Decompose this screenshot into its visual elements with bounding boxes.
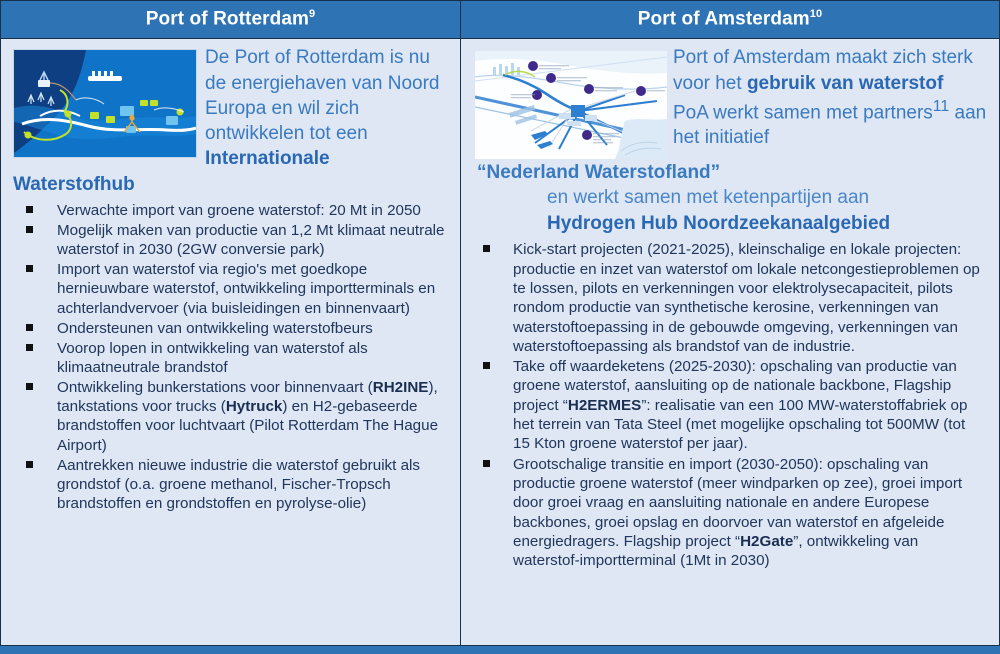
bullet-text: ”, ontwikkeling van waterstof-importterminal (1Mt in 2030) bbox=[513, 532, 919, 570]
header-cell-amsterdam bbox=[461, 0, 1000, 39]
bullet-text: Take off waardeketens (2025-2030): opschaling van productie van groene waterstof, aansluiting op de nationale backbone, Flagship project “ bbox=[513, 358, 957, 414]
amsterdam-initiative-quote: “Nederland Waterstofland” bbox=[477, 162, 721, 184]
bullet-text: ) en H2-gebaseerde brandstoffen voor luchtvaart (Pilot Rotterdam The Hague Airport) bbox=[57, 398, 439, 454]
header-title-amsterdam: Port of Amsterdam bbox=[637, 8, 810, 30]
list-item bbox=[469, 240, 985, 356]
amsterdam-map-art bbox=[475, 51, 667, 159]
bullet-text: Verwachte import van groene waterstof: 20 Mt in 2050 bbox=[57, 201, 421, 219]
amsterdam-intro-bold: gebruik van waterstof bbox=[746, 72, 944, 94]
list-item bbox=[15, 319, 450, 338]
amsterdam-intro-line2-tail: aan het initiatief bbox=[673, 102, 987, 149]
rotterdam-hydrogen-infographic bbox=[13, 49, 197, 158]
list-item bbox=[15, 201, 450, 220]
amsterdam-intro-plain: Port of Amsterdam maakt zich sterk voor het bbox=[673, 47, 973, 94]
bullet-text: Aantrekken nieuwe industrie die waterstof gebruikt als grondstof (o.a. groene methanol, Fischer-Tropsch brandstoffen en grondstoffen en pyrolyse-olie) bbox=[57, 456, 421, 513]
header-title-rotterdam: Port of Rotterdam bbox=[145, 8, 309, 30]
emphasis-text: Hytruck bbox=[225, 398, 283, 416]
body-cell-rotterdam bbox=[0, 39, 461, 654]
header-footnote-amsterdam: 10 bbox=[809, 8, 823, 20]
rotterdam-infographic-art bbox=[14, 50, 196, 157]
bullet-text: Ondersteunen van ontwikkeling waterstofbeurs bbox=[57, 319, 373, 337]
amsterdam-hydrogen-hub-label: Hydrogen Hub Noordzeekanaalgebied bbox=[547, 212, 891, 234]
amsterdam-intro-block bbox=[461, 39, 999, 236]
table-header-row bbox=[0, 0, 1000, 39]
bullet-text: Kick-start projecten (2021-2025), kleinschalige en lokale projecten: productie en inzet van waterstof om lokale netcongestieproblemen op te lossen, pilots en verkenningen voor elektrolysecapaciteit, pilots rondom productie van synthetische kerosine, verkenningen van waterstoftoepassing in de gebouwde omgeving, verkenningen van waterstoftoepassing als brandstof van de industrie. bbox=[513, 241, 980, 355]
rotterdam-intro-plain: De Port of Rotterdam is nu de energiehaven van Noord Europa en wil zich ontwikkelen tot een bbox=[205, 47, 440, 145]
amsterdam-intro-line2: PoA werkt samen met partners bbox=[673, 102, 933, 124]
amsterdam-hydrogen-map bbox=[475, 51, 667, 159]
bullet-text: Mogelijk maken van productie van 1,2 Mt klimaat neutrale waterstof in 2030 (2GW conversie park) bbox=[57, 222, 445, 259]
bottom-accent-bar bbox=[0, 645, 1000, 654]
list-item bbox=[469, 357, 985, 453]
rotterdam-intro-block bbox=[1, 39, 460, 197]
amsterdam-intro-footnote: 11 bbox=[932, 97, 950, 115]
list-item bbox=[15, 378, 450, 455]
body-cell-amsterdam bbox=[461, 39, 1000, 654]
bullet-text: Voorop lopen in ontwikkeling van waterstof als klimaatneutrale brandstof bbox=[57, 339, 368, 377]
bullet-text: Ontwikkeling bunkerstations voor binnenvaart ( bbox=[57, 379, 373, 397]
rotterdam-bullet-list bbox=[1, 201, 460, 513]
list-item bbox=[15, 339, 450, 377]
amsterdam-intro-line3: en werkt samen met ketenpartijen aan bbox=[547, 187, 870, 209]
bullet-text: Grootschalige transitie en import (2030-2050): opschaling van productie groene waterstof (meer windparken op zee), groei import door groei vraag en aansluiting nationale en andere Europese backbones, groei opslag en doorvoer van waterstof en afgeleide energiedragers. Flagship project “ bbox=[513, 455, 963, 550]
list-item bbox=[15, 456, 450, 513]
bullet-text: ), tankstations voor trucks ( bbox=[57, 379, 438, 416]
emphasis-text: RH2INE bbox=[372, 379, 429, 397]
list-item bbox=[15, 221, 450, 259]
bullet-text: Import van waterstof via regio's met goedkope hernieuwbare waterstof, ontwikkeling importterminals en achterlandvervoer (via buisleidingen en binnenvaart) bbox=[57, 261, 436, 317]
list-item bbox=[15, 260, 450, 317]
header-footnote-rotterdam: 9 bbox=[308, 8, 316, 20]
rotterdam-intro-bold: Internationale Waterstofhub bbox=[13, 148, 330, 195]
header-cell-rotterdam bbox=[0, 0, 461, 39]
list-item bbox=[469, 455, 985, 571]
bullet-text: ”: realisatie van een 100 MW-waterstoffabriek op het terrein van Tata Steel (met mogelijke opschaling tot 500MW (tot 15 Kton groene waterstof per jaar). bbox=[513, 396, 968, 453]
emphasis-text: H2Gate bbox=[740, 532, 794, 550]
amsterdam-bullet-list bbox=[461, 240, 999, 570]
emphasis-text: H2ERMES bbox=[567, 396, 642, 414]
table-body-row bbox=[0, 39, 1000, 654]
